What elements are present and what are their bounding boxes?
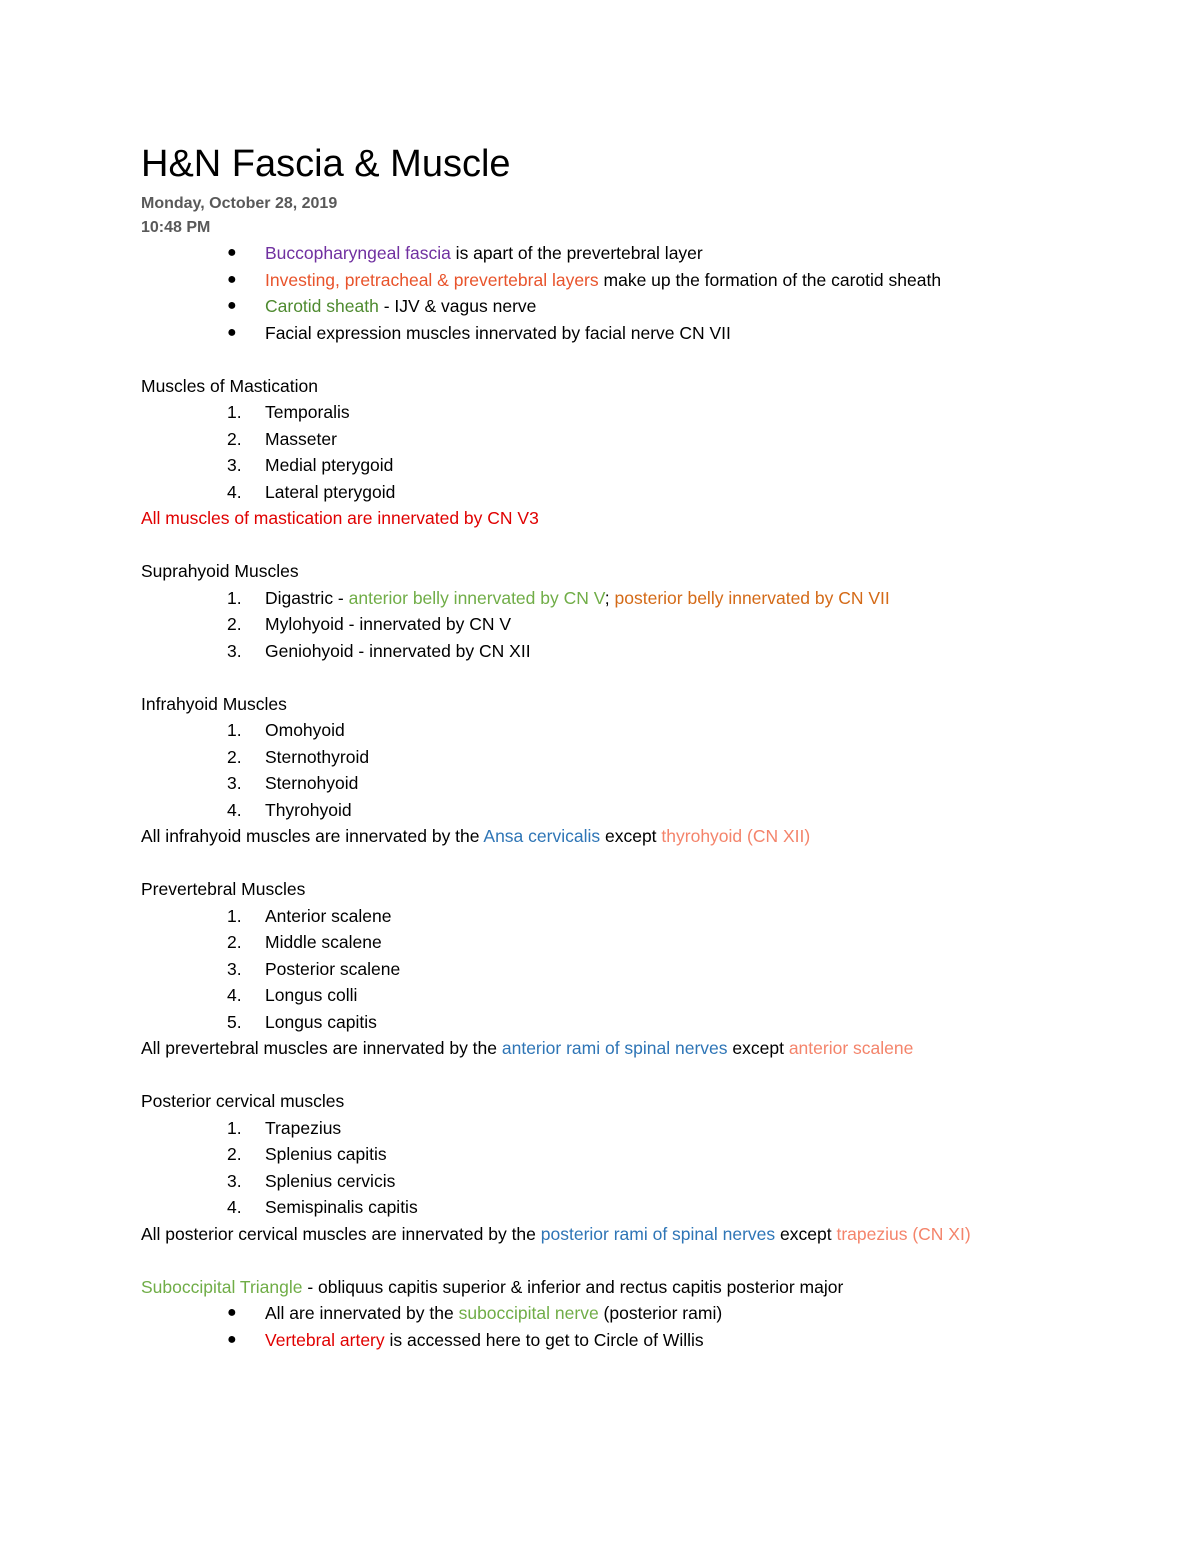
bullet-icon: ● xyxy=(227,1330,237,1348)
list-item: 4. Longus colli xyxy=(227,985,358,1005)
section-heading-posterior-cervical: Posterior cervical muscles xyxy=(141,1091,345,1111)
section-heading-suboccipital: Suboccipital Triangle - obliquus capitis superior & inferior and rectus capitis posterior major xyxy=(141,1276,844,1297)
item-text: make up the formation of the carotid sheath xyxy=(598,269,942,290)
list-item: 3. Sternohyoid xyxy=(227,773,359,793)
prevertebral-note: All prevertebral muscles are innervated by the anterior rami of spinal nerves except anterior scalene xyxy=(141,1038,914,1058)
list-item: 2. Sternothyroid xyxy=(227,746,370,767)
list-item: 2. Splenius capitis xyxy=(227,1144,387,1164)
list-item: 1. Digastric - anterior belly innervated by CN V; posterior belly innervated by CN VII xyxy=(227,587,890,608)
list-item: 2. Mylohyoid - innervated by CN V xyxy=(227,614,512,634)
list-item xyxy=(141,267,1081,294)
suboccipital-bullet-list xyxy=(141,1300,1081,1353)
list-item xyxy=(141,320,1081,347)
section-heading-suprahyoid: Suprahyoid Muscles xyxy=(141,561,299,581)
list-item: 5. Longus capitis xyxy=(227,1011,377,1032)
posterior-cervical-list xyxy=(141,1115,1081,1221)
posterior-cervical-note: All posterior cervical muscles are innervated by the posterior rami of spinal nerves except trapezius (CN XI) xyxy=(141,1223,971,1244)
colored-term: Buccopharyngeal fascia xyxy=(265,243,451,263)
infrahyoid-list xyxy=(141,717,1081,823)
list-item xyxy=(141,240,1081,267)
list-item: 1. Trapezius xyxy=(227,1117,342,1138)
item-text: Facial expression muscles innervated by facial nerve CN VII xyxy=(265,322,731,343)
section-heading-infrahyoid: Infrahyoid Muscles xyxy=(141,693,287,714)
bullet-icon: ● xyxy=(227,297,237,314)
page-title: H&N Fascia & Muscle xyxy=(141,143,511,185)
suprahyoid-list xyxy=(141,585,1081,665)
list-item: 4. Thyrohyoid xyxy=(227,799,352,820)
intro-bullet-list xyxy=(141,240,1081,346)
section-heading-mastication: Muscles of Mastication xyxy=(141,375,319,396)
prevertebral-list xyxy=(141,903,1081,1036)
colored-term: Investing, pretracheal & prevertebral layers xyxy=(265,269,599,290)
list-item: 1. Anterior scalene xyxy=(227,905,392,926)
list-item: ● Vertebral artery is accessed here to get to Circle of Willis xyxy=(141,1327,1081,1354)
note-page xyxy=(141,140,1081,1353)
mastication-note: All muscles of mastication are innervated by CN V3 xyxy=(141,508,539,528)
colored-term: Carotid sheath xyxy=(265,296,379,316)
list-item xyxy=(141,293,1081,320)
list-item: 2. Masseter xyxy=(227,428,337,449)
list-item: 3. Geniohyoid - innervated by CN XII xyxy=(227,640,531,661)
list-item: 2. Middle scalene xyxy=(227,932,382,952)
item-text: is apart of the prevertebral layer xyxy=(450,243,703,263)
bullet-icon: ● xyxy=(227,244,237,261)
list-item: ● All are innervated by the suboccipital nerve (posterior rami) xyxy=(141,1300,1081,1327)
note-time: 10:48 PM xyxy=(141,219,211,236)
list-item: 4. Semispinalis capitis xyxy=(227,1197,418,1217)
infrahyoid-note: All infrahyoid muscles are innervated by the Ansa cervicalis except thyrohyoid (CN XII) xyxy=(141,826,811,846)
list-item: 1. Omohyoid xyxy=(227,720,345,740)
item-text: - IJV & vagus nerve xyxy=(378,296,537,316)
bullet-icon: ● xyxy=(227,323,237,341)
section-heading-prevertebral: Prevertebral Muscles xyxy=(141,879,306,899)
bullet-icon: ● xyxy=(227,270,237,288)
mastication-list xyxy=(141,399,1081,505)
bullet-icon: ● xyxy=(227,1304,237,1321)
list-item: 3. Splenius cervicis xyxy=(227,1170,396,1191)
list-item: 1. Temporalis xyxy=(227,402,350,422)
list-item: 4. Lateral pterygoid xyxy=(227,481,396,502)
note-date: Monday, October 28, 2019 xyxy=(141,195,338,212)
list-item: 3. Posterior scalene xyxy=(227,958,401,979)
list-item: 3. Medial pterygoid xyxy=(227,455,394,475)
